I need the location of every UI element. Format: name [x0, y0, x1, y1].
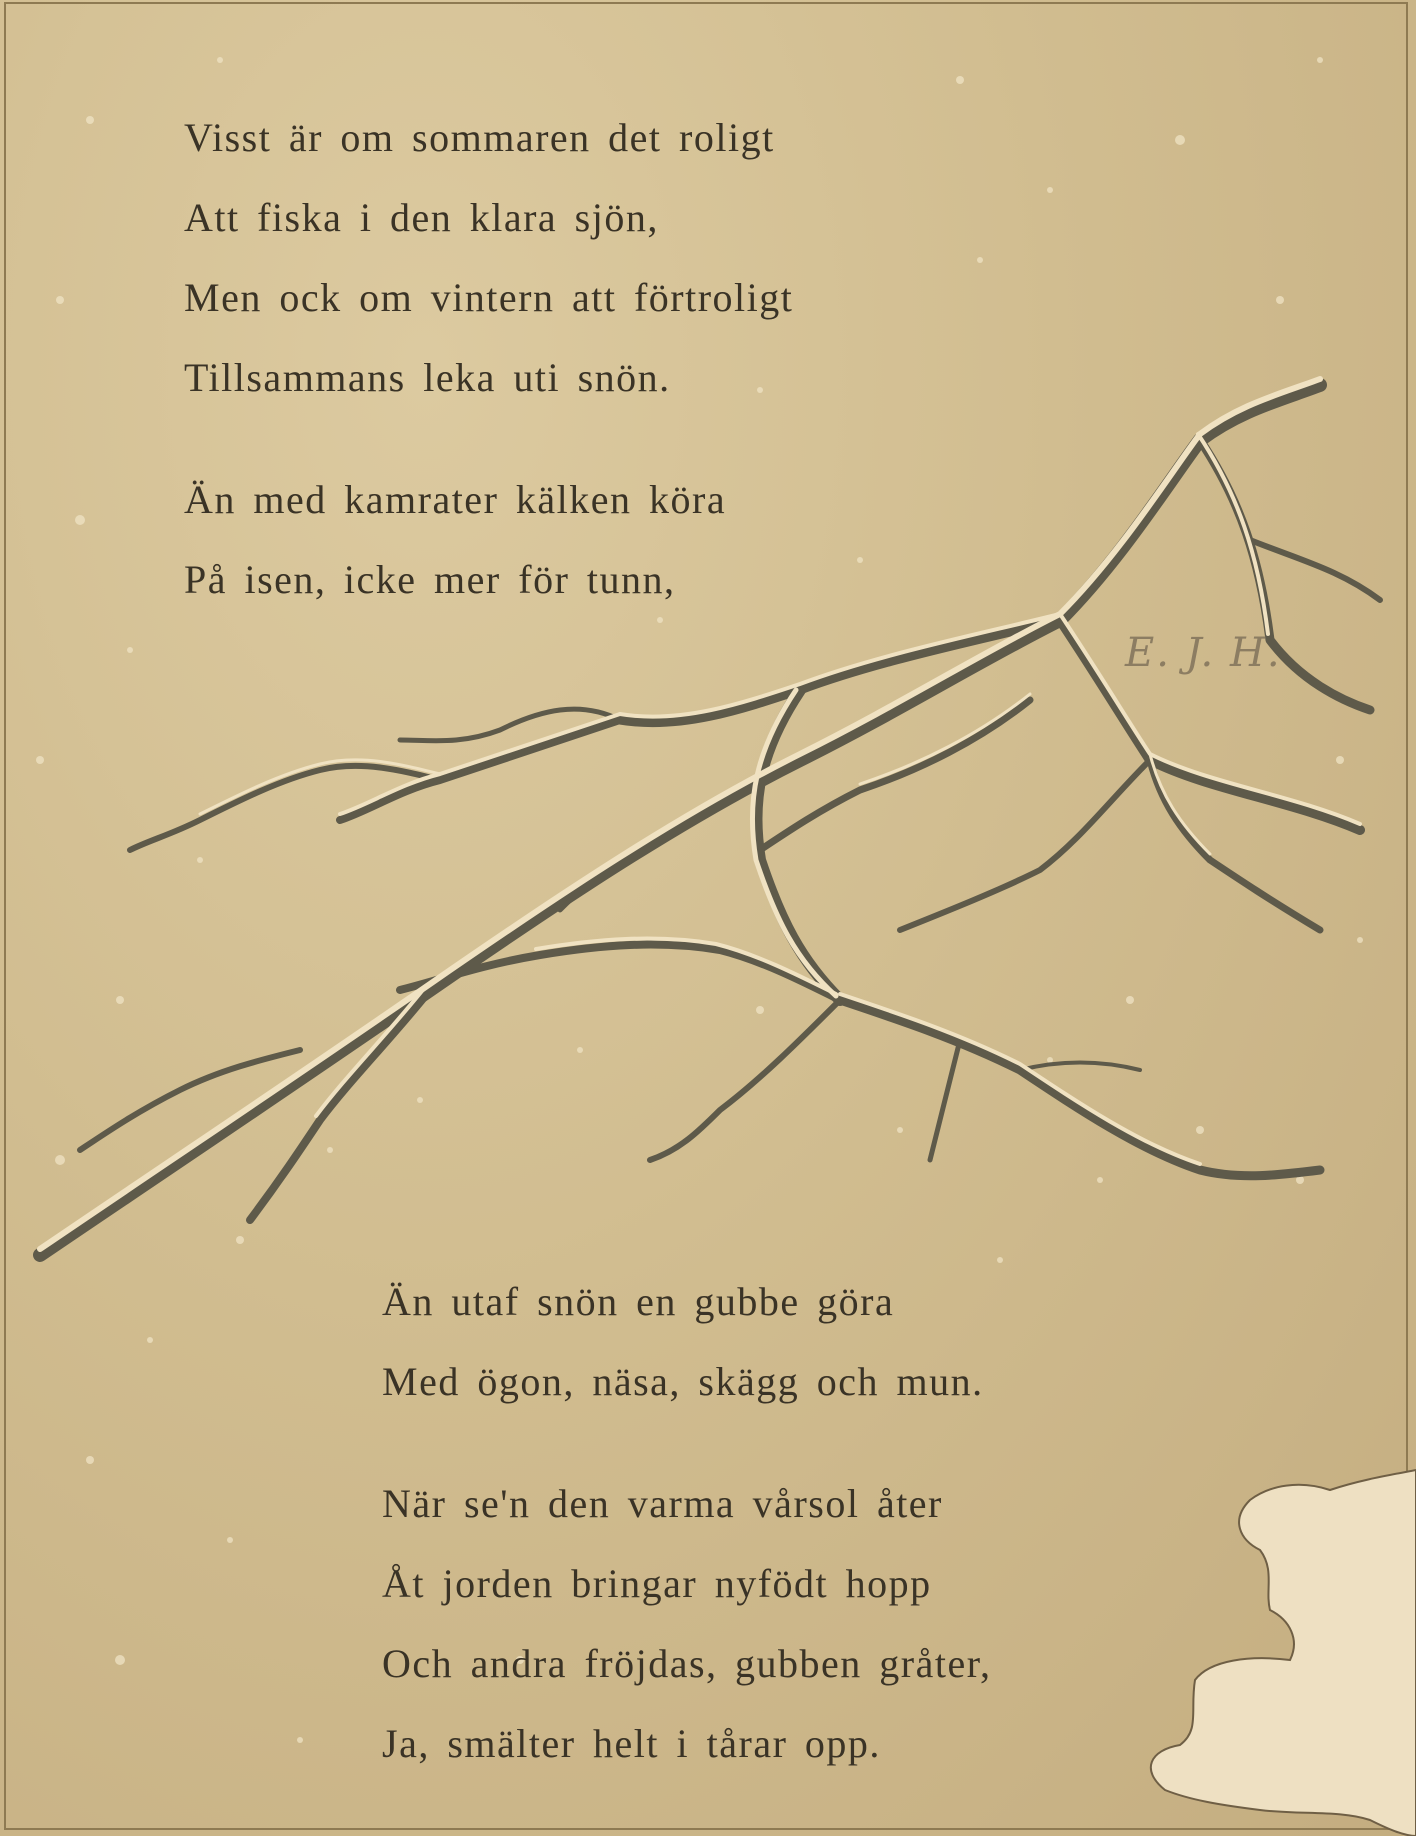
poem-line: På isen, icke mer för tunn, — [184, 557, 676, 602]
poem-line: Tillsammans leka uti snön. — [184, 355, 671, 400]
poem-bottom — [382, 1262, 991, 1784]
poem-line: Än med kamrater kälken köra — [184, 477, 727, 522]
artist-monogram: E. J. H. — [1125, 630, 1282, 676]
poem-line: Visst är om sommaren det roligt — [184, 115, 775, 160]
poem-line: Och andra fröjdas, gubben gråter, — [382, 1641, 992, 1686]
poem-line: Ja, smälter helt i tårar opp. — [382, 1721, 881, 1766]
poem-line: Att fiska i den klara sjön, — [184, 195, 659, 240]
poem-line: Men ock om vintern att förtroligt — [184, 275, 794, 320]
poem-line: Med ögon, näsa, skägg och mun. — [382, 1359, 984, 1404]
poem-top — [184, 98, 793, 620]
poem-line: Åt jorden bringar nyfödt hopp — [382, 1561, 932, 1606]
poem-line: När se'n den varma vårsol åter — [382, 1481, 943, 1526]
poem-line: Än utaf snön en gubbe göra — [382, 1279, 895, 1324]
